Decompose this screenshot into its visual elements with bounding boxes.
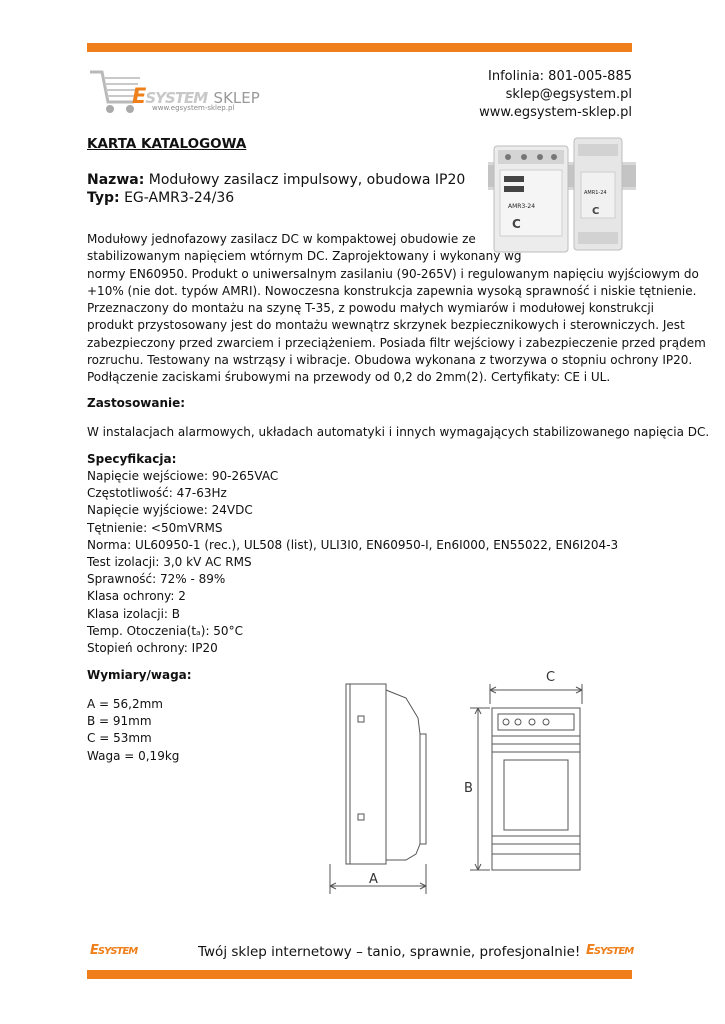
- wymiary-item: A = 56,2mm: [87, 697, 163, 711]
- website-link[interactable]: www.egsystem-sklep.pl: [479, 105, 632, 120]
- label-c: C: [546, 670, 556, 685]
- spec-item: Napięcie wyjściowe: 24VDC: [87, 503, 253, 518]
- specyfikacja-heading: Specyfikacja:: [87, 452, 177, 466]
- footer-logo-system: SYSTEM: [593, 946, 634, 957]
- description-line: rozruchu. Testowany na wstrząsy i wibracje. Obudowa wykonana z tworzywa o stopniu ochrony IP20.: [87, 353, 693, 368]
- email-link[interactable]: sklep@egsystem.pl: [505, 87, 632, 102]
- contact-block: [479, 68, 632, 122]
- wymiary-list: [87, 696, 179, 765]
- description-line: normy EN60950. Produkt o uniwersalnym zasilaniu (90-265V) i regulowanym napięciu wyjściowym do: [87, 266, 699, 281]
- footer-logo-e: E: [586, 943, 594, 958]
- zastosowanie-heading: Zastosowanie:: [87, 396, 186, 410]
- photo-label-2: AMR1-24: [584, 190, 607, 196]
- description-line: Przeznaczony do montażu na szynę T-35, z powodu małych wymiarów i modułowej konstrukcji: [87, 301, 654, 316]
- spec-item: Test izolacji: 3,0 kV AC RMS: [87, 555, 252, 570]
- description-line: zabezpieczony przed zwarciem i przeciążeniem. Posiada filtr wejściowy i zabezpieczenie przed prądem: [87, 335, 706, 350]
- footer-logo-left: [90, 943, 137, 958]
- logo-e: E: [132, 84, 146, 108]
- description: [87, 231, 706, 387]
- wymiary-item: C = 53mm: [87, 731, 152, 746]
- description-line: Podłączenie zaciskami śrubowymi na przewody od 0,2 do 2mm(2). Certyfikaty: CE i UL.: [87, 370, 611, 385]
- product-name: [87, 172, 465, 188]
- logo-url: www.egsystem-sklep.pl: [152, 104, 235, 112]
- label-b: B: [464, 781, 473, 796]
- zastosowanie-text: W instalacjach alarmowych, układach automatyki i innych wymagających stabilizowanego napięcia DC.: [87, 425, 710, 439]
- footer-logo-system: SYSTEM: [97, 946, 138, 957]
- wymiary-item: Waga = 0,19kg: [87, 748, 180, 763]
- label-a: A: [369, 872, 378, 887]
- wymiary-heading: Wymiary/waga:: [87, 668, 192, 682]
- spec-item: Tętnienie: <50mVRMS: [87, 520, 223, 535]
- svg-text:C: C: [592, 206, 600, 217]
- spec-item: Sprawność: 72% - 89%: [87, 572, 226, 587]
- description-line: stabilizowanym napięciem wtórnym DC. Zaprojektowany i wykonany wg: [87, 249, 522, 264]
- description-line: Modułowy jednofazowy zasilacz DC w kompaktowej obudowie ze: [87, 232, 476, 246]
- product-type: [87, 190, 234, 206]
- photo-label-1: AMR3-24: [508, 203, 536, 210]
- type-value: EG-AMR3-24/36: [119, 190, 235, 206]
- page-title: KARTA KATALOGOWA: [87, 136, 247, 152]
- spec-item: Napięcie wejściowe: 90-265VAC: [87, 469, 279, 483]
- spec-item: Temp. Otoczenia(tₐ): 50°C: [87, 623, 243, 638]
- spec-list: [87, 468, 618, 657]
- top-accent-bar: [87, 43, 632, 52]
- dimension-drawing: [320, 664, 640, 894]
- front-view: [470, 684, 582, 870]
- bottom-accent-bar: [87, 970, 632, 979]
- description-line: produkt przystosowany jest do montażu wewnątrz skrzynek bezpiecznikowych i sterowniczych. Jest: [87, 318, 685, 333]
- description-line: +10% (nie dot. typów AMRI). Nowoczesna konstrukcja zapewnia wysoką sprawność i niskie tętnienie.: [87, 283, 697, 298]
- footer-logo-right: [586, 943, 633, 958]
- side-view: [330, 684, 426, 894]
- spec-item: Stopień ochrony: IP20: [87, 641, 218, 656]
- logo-sklep: SKLEP: [213, 89, 260, 107]
- spec-item: Klasa ochrony: 2: [87, 589, 186, 604]
- spec-item: Częstotliwość: 47-63Hz: [87, 486, 227, 501]
- footer-slogan: Twój sklep internetowy – tanio, sprawnie, profesjonalnie!: [198, 944, 581, 960]
- name-value: Modułowy zasilacz impulsowy, obudowa IP20: [144, 172, 466, 188]
- spec-item: Norma: UL60950-1 (rec.), UL508 (list), ULI3I0, EN60950-I, En6I000, EN55022, EN6I204-3: [87, 537, 619, 552]
- type-label: Typ:: [87, 190, 120, 206]
- svg-text:C: C: [512, 217, 521, 231]
- wymiary-item: B = 91mm: [87, 714, 152, 729]
- footer-logo-e: E: [90, 943, 98, 958]
- name-label: Nazwa:: [87, 172, 145, 188]
- logo-system: SYSTEM: [145, 89, 208, 107]
- spec-item: Klasa izolacji: B: [87, 606, 180, 621]
- infolinia: Infolinia: 801-005-885: [488, 69, 632, 84]
